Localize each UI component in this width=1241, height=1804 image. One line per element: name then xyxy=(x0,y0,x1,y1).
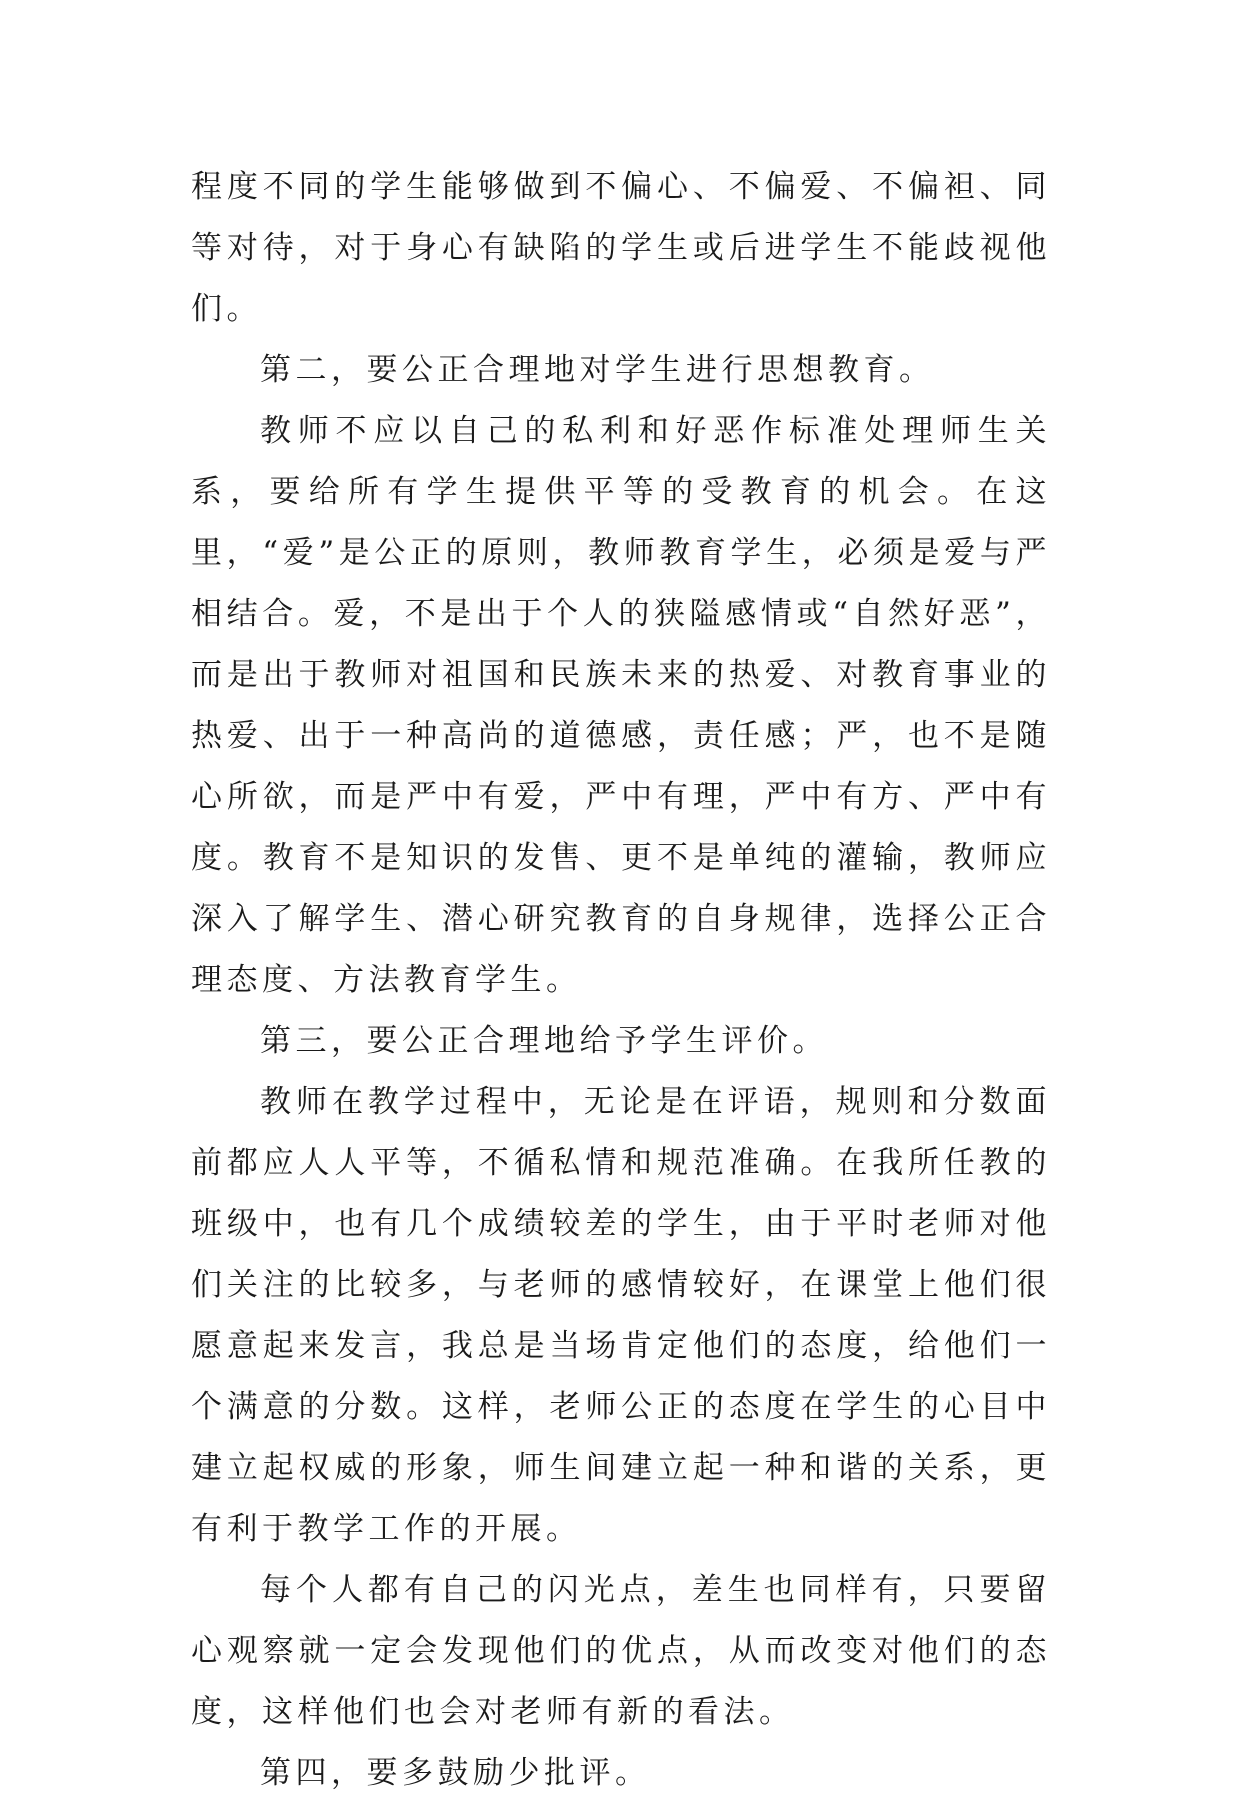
paragraph-body: 每个人都有自己的闪光点，差生也同样有，只要留心观察就一定会发现他们的优点，从而改变对他们的态度，这样他们也会对老师有新的看法。 xyxy=(191,1572,1051,1730)
paragraph-heading-fourth: 第四，要多鼓励少批评。 xyxy=(260,1755,651,1791)
paragraph-body: 教师不应以自己的私利和好恶作标准处理师生关系，要给所有学生提供平等的受教育的机会。在这里，“爱”是公正的原则，教师教育学生，必须是爱与严相结合。爱，不是出于个人的狭隘感情或“自然好恶”，而是出于教师对祖国和民族未来的热爱、对教育事业的热爱、出于一种高尚的道德感，责任感；严，也不是随心所欲，而是严中有爱，严中有理，严中有方、严中有度。教育不是知识的发售、更不是单纯的灌输，教师应深入了解学生、潜心研究教育的自身规律，选择公正合理态度、方法教育学生。 xyxy=(191,413,1051,998)
document-body xyxy=(191,157,1051,1804)
paragraph-continuation: 程度不同的学生能够做到不偏心、不偏爱、不偏袒、同等对待，对于身心有缺陷的学生或后进学生不能歧视他们。 xyxy=(191,169,1051,327)
paragraph-body: 教师在教学过程中，无论是在评语，规则和分数面前都应人人平等，不循私情和规范准确。在我所任教的班级中，也有几个成绩较差的学生，由于平时老师对他们关注的比较多，与老师的感情较好，在课堂上他们很愿意起来发言，我总是当场肯定他们的态度，给他们一个满意的分数。这样，老师公正的态度在学生的心目中建立起权威的形象，师生间建立起一种和谐的关系，更有利于教学工作的开展。 xyxy=(191,1084,1051,1547)
paragraph-heading-second: 第二，要公正合理地对学生进行思想教育。 xyxy=(260,352,935,388)
paragraph-heading-third: 第三，要公正合理地给予学生评价。 xyxy=(260,1023,828,1059)
